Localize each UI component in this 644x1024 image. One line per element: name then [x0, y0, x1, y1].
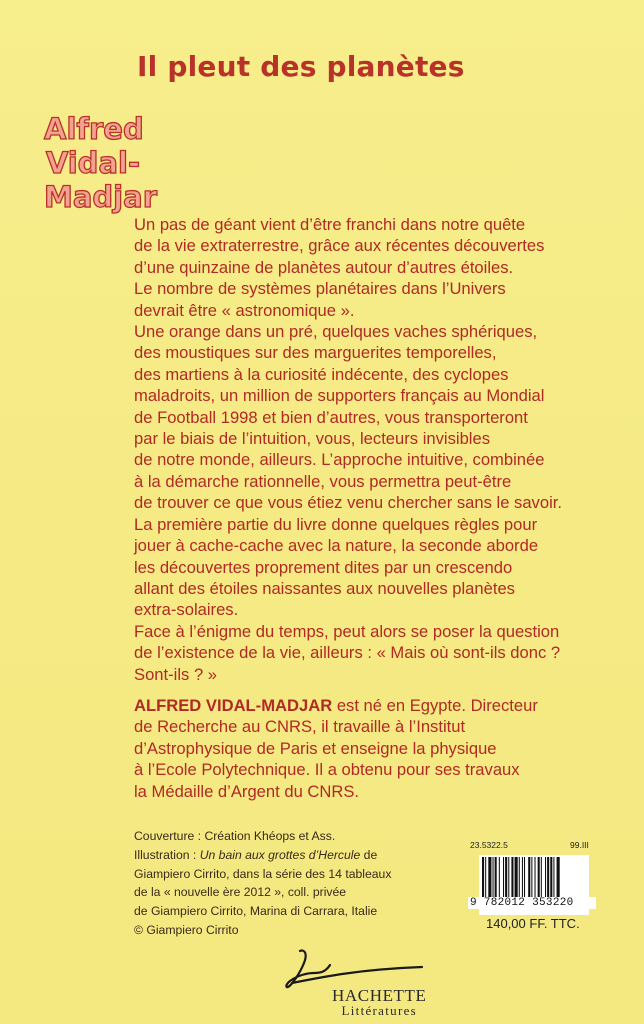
- barcode-bar: [531, 857, 532, 897]
- edition-code: 99.III: [570, 840, 589, 850]
- barcode-bar: [557, 857, 560, 897]
- author-line-2: Vidal-: [45, 146, 140, 180]
- publisher-name: HACHETTE: [332, 986, 427, 1005]
- credit-illustration-prefix: Illustration :: [134, 847, 200, 862]
- credit-line-location: de Giampiero Cirrito, Marina di Carrara, Italie: [134, 904, 378, 919]
- credit-illustration-suffix: de: [360, 847, 378, 862]
- credit-illustration-title: Un bain aux grottes d’Hercule: [199, 847, 361, 862]
- author-line-1: Alfred: [44, 112, 144, 146]
- barcode-bar: [485, 857, 486, 897]
- barcode-bar: [511, 857, 513, 897]
- bio-author-name: ALFRED VIDAL-MADJAR: [134, 696, 333, 715]
- barcode-bar: [541, 857, 542, 897]
- cover-credits: [134, 827, 454, 940]
- barcode-bar: [503, 857, 504, 897]
- barcode-bar: [482, 857, 484, 897]
- publisher-logo: [332, 986, 427, 1019]
- price: 140,00 FF. TTC.: [486, 916, 580, 931]
- barcode-bar: [535, 857, 536, 897]
- credit-line-collection: de la « nouvelle ère 2012 », coll. privée: [134, 885, 347, 900]
- barcode-bar: [547, 857, 549, 897]
- author-name: [44, 112, 157, 214]
- barcode-bar: [522, 857, 523, 897]
- isbn-digits: 9 782012 353220: [468, 897, 596, 909]
- barcode-bars: [479, 855, 589, 899]
- author-line-3: Madjar: [44, 180, 157, 214]
- product-code: 23.5322.5: [470, 840, 508, 850]
- author-bio: [134, 695, 604, 802]
- credit-line-artist: Giampiero Cirrito, dans la série des 14 tableaux: [134, 866, 392, 881]
- barcode-bar: [515, 857, 518, 897]
- publisher-imprint: Littératures: [341, 1003, 418, 1018]
- credit-line-cover: Couverture : Création Khéops et Ass.: [134, 829, 336, 843]
- barcode-bar: [488, 857, 491, 897]
- barcode-bar: [495, 857, 497, 897]
- blurb-text: Un pas de géant vient d’être franchi dans notre quête de la vie extraterrestre, grâce aux récentes découvertes d’une quinzaine de planètes autour d’autres étoiles. Le nombre de systèmes planétaires dans l’Univers devrait être « astronomique ». Une orange dans un pré, quelques vaches sphériques, des moustiques sur des marguerites temporelles, des martiens à la curiosité indécente, des cyclopes maladroits, un million de supporters français au Mondial de Football 1998 et bien d’autres, vous transporteront par le biais de l’intuition, vous, lecteurs invisibles de notre monde, ailleurs. L’approche intuitive, combinée à la démarche rationnelle, vous permettra peut-être de trouver ce que vous étiez venu chercher sans le savoir. La première partie du livre donne quelques règles pour jouer à cache-cache avec la nature, la seconde aborde les découvertes proprement dites par un crescendo allant des étoiles naissantes aux nouvelles planètes extra-solaires. Face à l’énigme du temps, peut alors se poser la question de l’existence de la vie, ailleurs : « Mais où sont-ils donc ? Sont-ils ? »: [134, 215, 562, 684]
- barcode-bar: [519, 857, 520, 897]
- barcode-bar: [505, 857, 507, 897]
- credit-line-illustration: [134, 846, 454, 865]
- barcode-bar: [528, 857, 530, 897]
- credit-line-copyright: © Giampiero Cirrito: [134, 922, 239, 937]
- barcode-bar: [545, 857, 546, 897]
- barcode-bar: [524, 857, 525, 897]
- barcode-bar: [493, 857, 494, 897]
- book-title: Il pleut des planètes: [137, 50, 465, 83]
- barcode-bar: [553, 857, 554, 897]
- barcode-bar: [550, 857, 552, 897]
- barcode-bar: [538, 857, 540, 897]
- bio-text: est né en Egypte. Directeur de Recherche au CNRS, il travaille à l’Institut d’Astrophysique de Paris et enseigne la physique à l’Ecole Polytechnique. Il a obtenu pour ses travaux la Médaille d’Argent du CNRS.: [134, 696, 538, 801]
- barcode-bar: [508, 857, 509, 897]
- barcode-bar: [499, 857, 500, 897]
